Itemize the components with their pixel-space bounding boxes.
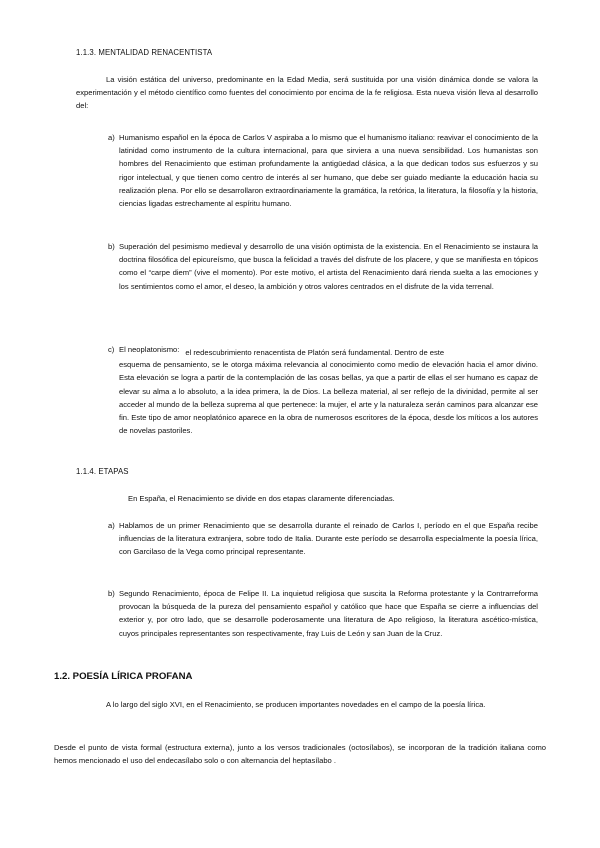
section-heading-mentalidad: 1.1.3. MENTALIDAD RENACENTISTA — [76, 48, 213, 57]
list-item-title: El neoplatonismo: — [119, 345, 180, 354]
list-item-label: a) — [108, 521, 115, 530]
list-item-label: a) — [108, 133, 115, 142]
list-item-neoplatonismo — [108, 343, 538, 437]
list-item-pesimismo — [108, 240, 538, 293]
list-item-humanismo — [108, 131, 538, 210]
list-item-first-line: el redescubrimiento renacentista de Platón será fundamental. Dentro de este — [185, 348, 445, 357]
list-item-primer-renacimiento — [108, 519, 538, 559]
list-item-text: Segundo Renacimiento, época de Felipe II. La inquietud religiosa que suscita la Reforma protestante y la Contrarreforma provocan la búsqueda de la pureza del pensamiento español y católico que hace que España se cierre a influencias del exterior y, por otro lado, que se desarrolle poderosamente una literatura de Apo religioso, la literatura ascético-mística, cuyos principales representantes son respectivamente, fray Luis de León y san Juan de la Cruz. — [119, 589, 538, 638]
paragraph-punto-de-vista-formal: Desde el punto de vista formal (estructura externa), junto a los versos tradicionales (octosílabos), se incorporan de la tradición italiana como hemos mencionado el uso del endecasílabo solo o con alternancia del heptasílabo . — [54, 743, 546, 766]
intro-paragraph-mentalidad: La visión estática del universo, predominante en la Edad Media, será sustituida por una visión dinámica donde se valora la experimentación y el método científico como fuentes del conocimiento por encima de la fe religiosa. Esta nueva visión lleva al desarrollo del: — [76, 75, 538, 111]
section-heading-poesia-lirica: 1.2. POESÍA LÍRICA PROFANA — [54, 671, 193, 682]
paragraph-siglo-xvi: A lo largo del siglo XVI, en el Renacimiento, se producen importantes novedades en el campo de la poesía lírica. — [106, 700, 486, 709]
list-item-label: b) — [108, 589, 115, 598]
list-item-segundo-renacimiento — [108, 587, 538, 640]
list-item-label: b) — [108, 242, 115, 251]
list-item-text: Superación del pesimismo medieval y desarrollo de una visión optimista de la existencia. En el Renacimiento se instaura la doctrina filosófica del epicureísmo, que busca la felicidad a través del disfrute de los placere, y que se manifiesta en tópicos como el “carpe diem” (vive el momento). Por este motivo, el artista del Renacimiento dará rienda suelta a las emociones y los sentimientos como el amor, el deseo, la ambición y otros valores centrados en el disfrute de la vida terrenal. — [119, 242, 538, 291]
list-item-text: esquema de pensamiento, se le otorga máxima relevancia al conocimiento como medio de elevación hacia el amor divino. Esta elevación se logra a partir de la contemplación de las cosas bellas, ya que a partir de ellas el ser humano es capaz de elevar su alma a lo absoluto, a la idea primera, la de Dios. La belleza material, al ser reflejo de la divinidad, permite al ser acceder al mundo de la belleza suprema al que pertenece: la mujer, el arte y la naturaleza serán caminos para alcanzar ese fin. Este tipo de amor neoplatónico aparece en la obra de numerosos escritores de la época, desde los míticos a los autores de novelas pastoriles. — [119, 360, 538, 436]
intro-paragraph-etapas: En España, el Renacimiento se divide en dos etapas claramente diferenciadas. — [128, 494, 395, 503]
list-item-label: c) — [108, 345, 115, 354]
section-heading-etapas: 1.1.4. ETAPAS — [76, 467, 129, 476]
list-item-text: Humanismo español en la época de Carlos V aspiraba a lo mismo que el humanismo italiano: reavivar el conocimiento de la latinidad como instrumento de la cultura internacional, para que sirviera a una nueva sensibilidad. Los humanistas son hombres del Renacimiento que estiman profundamente la antigüedad clásica, a la que dedican todos sus esfuerzos y su rigor intelectual, y que tienen como centro de interés al ser humano, que debe ser guiado mediante la educación hacia su realización plena. Por ello se desarrollaron extraordinariamente la gramática, la retórica, la literatura, la filosofía y la historia, ciencias ligadas estrechamente al espíritu humano. — [119, 133, 538, 209]
list-item-text: Hablamos de un primer Renacimiento que se desarrolla durante el reinado de Carlos I, período en el que España recibe influencias de la literatura extranjera, sobre todo de Italia. Durante este período se desarrolla especialmente la poesía lírica, con Garcilaso de la Vega como principal representante. — [119, 521, 538, 557]
